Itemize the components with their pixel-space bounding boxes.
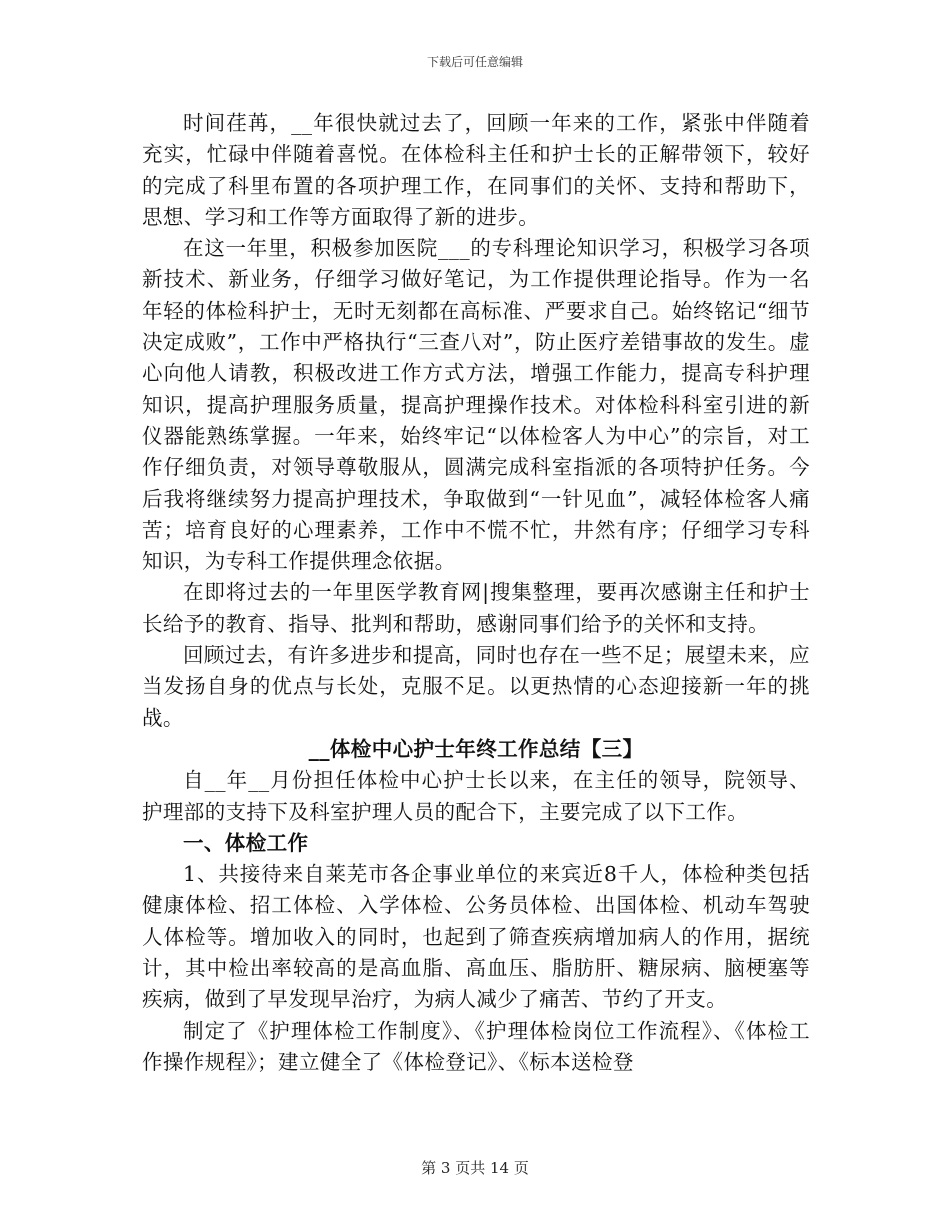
subheading: 一、体检工作 xyxy=(183,830,309,855)
paragraph-1: 时间荏苒，__年很快就过去了，回顾一年来的工作，紧张中伴随着充实，忙碌中伴随着喜悦。在体检科主任和护士长的正解带领下，较好的完成了科里布置的各项护理工作，在同事们的关怀、支持和帮助下，思想、学习和工作等方面取得了新的进步。 xyxy=(142,111,810,229)
sub-paragraph-2: 制定了《护理体检工作制度》、《护理体检岗位工作流程》、《体检工作操作规程》；建立健全了《体检登记》、《标本送检登 xyxy=(142,1018,810,1074)
section-title: __体检中心护士年终工作总结【三】 xyxy=(308,736,644,761)
paragraph-2: 在这一年里，积极参加医院___的专科理论知识学习，积极学习各项新技术、新业务，仔细学习做好笔记，为工作提供理论指导。作为一名年轻的体检科护士，无时无刻都在高标准、严要求自己。始终铭记“细节决定成败”，工作中严格执行“三查八对”，防止医疗差错事故的发生。虚心向他人请教，积极改进工作方式方法，增强工作能力，提高专科护理知识，提高护理服务质量，提高护理操作技术。对体检科科室引进的新仪器能熟练掌握。一年来，始终牢记“以体检客人为中心”的宗旨，对工作仔细负责，对领导尊敬服从，圆满完成科室指派的各项特护任务。今后我将继续努力提高护理技术，争取做到“一针见血”，减轻体检客人痛苦；培育良好的心理素养，工作中不慌不忙，井然有序；仔细学习专科知识，为专科工作提供理念依据。 xyxy=(142,236,810,574)
paragraph-3: 在即将过去的一年里医学教育网|搜集整理，要再次感谢主任和护士长给予的教育、指导、批判和帮助，感谢同事们给予的关怀和支持。 xyxy=(142,580,810,636)
sub-paragraph-1: 1、共接待来自莱芜市各企事业单位的来宾近8千人，体检种类包括健康体检、招工体检、入学体检、公务员体检、出国体检、机动车驾驶人体检等。增加收入的同时，也起到了筛查疾病增加病人的作用，据统计，其中检出率较高的是高血脂、高血压、脂肪肝、糖尿病、脑梗塞等疾病，做到了早发现早治疗，为病人减少了痛苦、节约了开支。 xyxy=(142,862,810,1012)
page-header: 下载后可任意编辑 xyxy=(426,55,523,69)
document-body xyxy=(142,108,810,1078)
section-paragraph-1: 自__年__月份担任体检中心护士长以来，在主任的领导，院领导、护理部的支持下及科室护理人员的配合下，主要完成了以下工作。 xyxy=(142,768,810,824)
paragraph-4: 回顾过去，有许多进步和提高，同时也存在一些不足；展望未来，应当发扬自身的优点与长处，克服不足。以更热情的心态迎接新一年的挑战。 xyxy=(142,643,810,730)
page-footer: 第 3 页共 14 页 xyxy=(421,1159,529,1177)
